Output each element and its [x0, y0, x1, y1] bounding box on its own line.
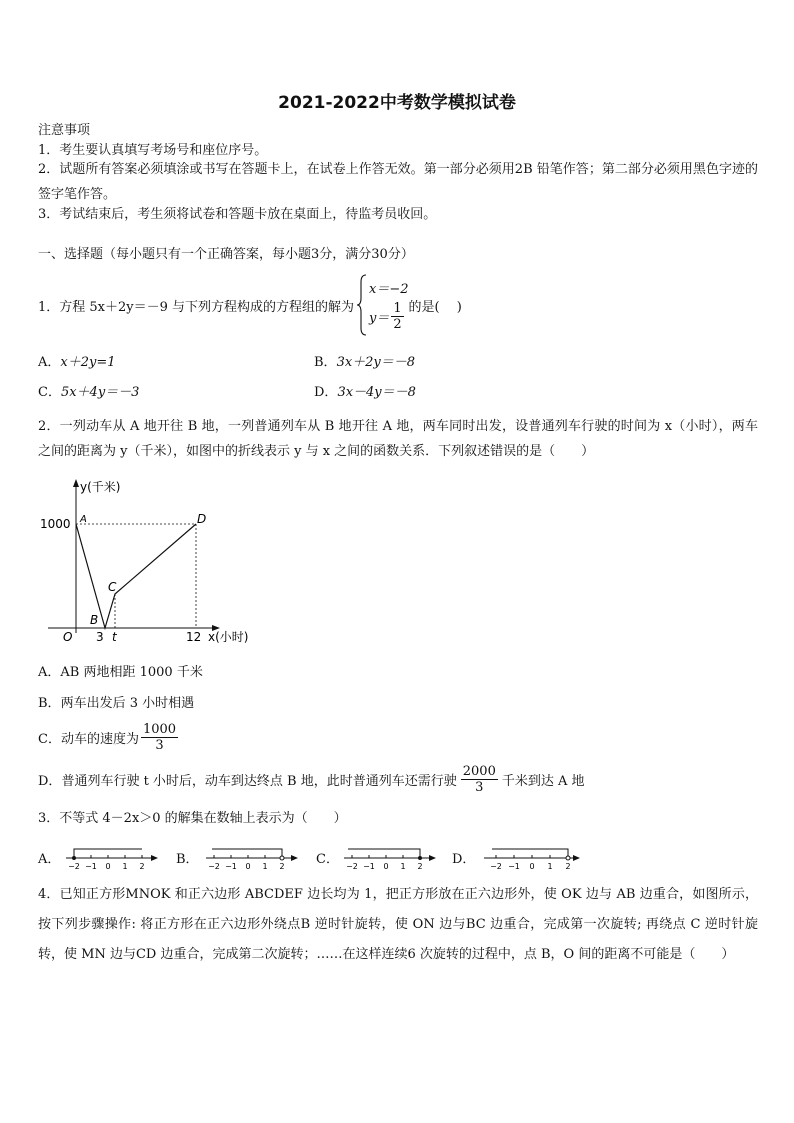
page-title: 2021-2022中考数学模拟试卷 — [278, 93, 516, 113]
question-2-stem: 2．一列动车从 A 地开往 B 地，一列普通列车从 B 地开往 A 地，两车同时出发，设普通列车行驶的时间为 x（小时），两车之间的距离为 y（千米），如图中的折线表示 y 与 x 之间的函数关系．下列叙述错误的是（ ） — [38, 419, 758, 459]
svg-text:1: 1 — [122, 862, 128, 871]
svg-text:1: 1 — [547, 862, 553, 871]
svg-text:−1: −1 — [85, 862, 97, 871]
q1-stem-before: 1．方程 5x＋2y＝－9 与下列方程构成的方程组的解为 — [38, 299, 355, 315]
y-axis-arrow-icon — [73, 479, 79, 487]
question-3-stem: 3．不等式 4－2x＞0 的解集在数轴上表示为（ ） — [38, 811, 347, 826]
svg-text:−2: −2 — [208, 862, 220, 871]
q1-option-c: C．5x＋4y＝－3 — [38, 385, 140, 400]
point-a-label: A — [80, 514, 87, 525]
q2-option-c: C． 动车的速度为 $\frac{1000}{3}$ — [38, 722, 177, 753]
svg-text:−2: −2 — [346, 862, 358, 871]
point-d-label: D — [197, 512, 207, 526]
q3-option-c-label: C． — [316, 852, 339, 867]
svg-text:2: 2 — [139, 862, 145, 871]
svg-text:0: 0 — [529, 862, 535, 871]
svg-text:−1: −1 — [225, 862, 237, 871]
system-eq-x: x＝−2 — [369, 281, 409, 297]
number-line-c — [340, 838, 440, 872]
x-tick-t: t — [112, 630, 117, 644]
y-tick-1000: 1000 — [40, 517, 71, 531]
number-line-a — [62, 838, 162, 872]
x-axis-label: x(小时) — [208, 630, 249, 644]
point-c-label: C — [108, 580, 117, 594]
origin-label: O — [63, 630, 73, 644]
distance-time-graph — [30, 475, 270, 650]
notice-heading: 注意事项 — [38, 123, 91, 138]
x-tick-12: 12 — [186, 630, 202, 644]
q3-option-d-label: D． — [452, 852, 476, 867]
q1-option-d: D．3x－4y＝－8 — [314, 385, 416, 400]
q2-option-d-fraction: $\frac{2000}{3}$ — [462, 764, 496, 795]
svg-text:1: 1 — [400, 862, 406, 871]
svg-text:−1: −1 — [363, 862, 375, 871]
svg-text:2: 2 — [279, 862, 285, 871]
svg-text:−2: −2 — [490, 862, 502, 871]
svg-text:−2: −2 — [68, 862, 80, 871]
y-axis-label: y(千米) — [80, 480, 121, 494]
question-1-stem — [38, 272, 462, 338]
section-heading: 一、选择题（每小题只有一个正确答案，每小题3分，满分30分） — [38, 247, 414, 262]
q2-option-d: D． 普通列车行驶 t 小时后，动车到达终点 B 地，此时普通列车还需行驶 $\frac{2000}{3}$ 千米到达 A 地 — [38, 764, 585, 795]
q1-option-b: B．3x＋2y＝－8 — [314, 355, 416, 370]
number-line-d — [480, 838, 584, 872]
svg-text:2: 2 — [565, 862, 571, 871]
q2-option-b: B．两车出发后 3 小时相遇 — [38, 696, 195, 711]
svg-text:2: 2 — [417, 862, 423, 871]
svg-text:1: 1 — [262, 862, 268, 871]
q3-option-b-label: B． — [176, 852, 199, 867]
equation-system — [357, 274, 409, 336]
q1-option-a: A．x＋2y=1 — [38, 355, 116, 370]
question-4-stem: 4．已知正方形MNOK 和正六边形 ABCDEF 边长均为 1，把正方形放在正六边形外，使 OK 边与 AB 边重合，如图所示，按下列步骤操作: 将正方形在正六边形外绕点B 逆时针旋转，使 ON 边与BC 边重合，完成第一次旋转; 再绕点 C 逆时针旋转，使 MN 边与CD 边重合，完成第二次旋转；……在这样连续6 次旋转的过程中，点 B，O 间的距离不可能是（ ） — [38, 887, 758, 962]
point-b-label: B — [90, 613, 99, 627]
svg-text:0: 0 — [383, 862, 389, 871]
notice-item-2: 2．试题所有答案必须填涂或书写在答题卡上，在试卷上作答无效。第一部分必须用2B 铅笔作答；第二部分必须用黑色字迹的签字笔作答。 — [38, 162, 758, 202]
svg-text:−1: −1 — [508, 862, 520, 871]
q3-option-a-label: A． — [38, 852, 61, 867]
x-tick-3: 3 — [96, 630, 104, 644]
notice-item-1: 1．考生要认真填写考场号和座位序号。 — [38, 143, 268, 158]
q1-stem-after: 的是( ) — [408, 299, 462, 315]
q2-option-a: A．AB 两地相距 1000 千米 — [38, 665, 203, 680]
svg-text:0: 0 — [245, 862, 251, 871]
notice-item-3: 3．考试结束后，考生须将试卷和答题卡放在桌面上，待监考员收回。 — [38, 207, 437, 222]
left-brace-icon — [357, 274, 367, 336]
svg-text:0: 0 — [105, 862, 111, 871]
system-eq-y: y＝ — [369, 310, 390, 326]
system-y-fraction: $\frac{1}{2}$ — [393, 300, 402, 332]
number-line-b — [202, 838, 302, 872]
q2-option-c-fraction: $\frac{1000}{3}$ — [142, 722, 177, 753]
